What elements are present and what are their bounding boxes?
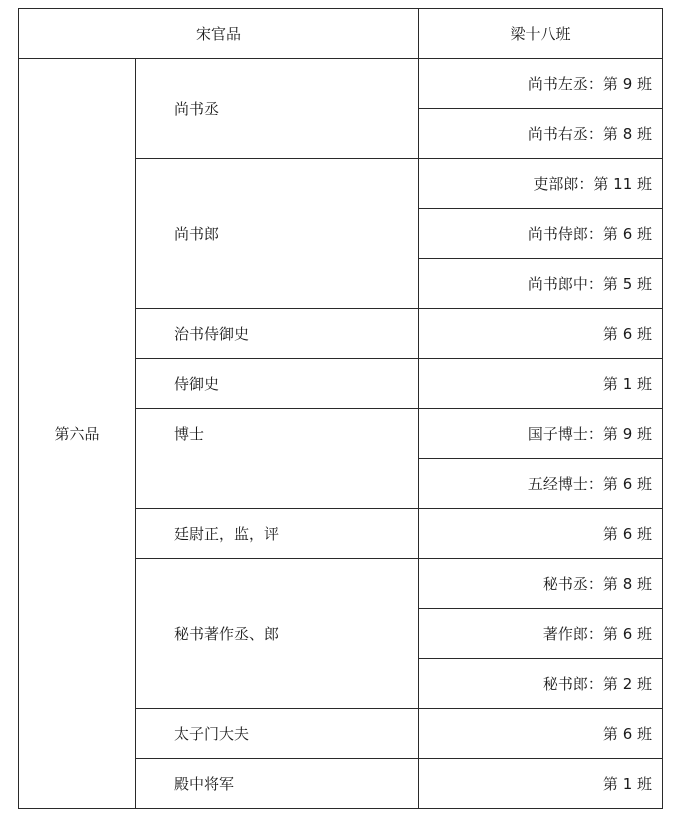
liang-class-cell: 尚书左丞：第 9 班 xyxy=(419,59,663,109)
song-title-cell: 治书侍御史 xyxy=(136,309,419,359)
song-title-cell: 博士 xyxy=(136,409,419,509)
liang-class-cell: 国子博士：第 9 班 xyxy=(419,409,663,459)
liang-class-cell: 秘书郎：第 2 班 xyxy=(419,659,663,709)
liang-class-cell: 第 6 班 xyxy=(419,709,663,759)
liang-class-cell: 尚书侍郎：第 6 班 xyxy=(419,209,663,259)
rank-comparison-table xyxy=(18,8,663,809)
liang-class-cell: 秘书丞：第 8 班 xyxy=(419,559,663,609)
song-title-cell: 尚书郎 xyxy=(136,159,419,309)
liang-class-cell: 第 6 班 xyxy=(419,509,663,559)
liang-class-cell: 吏部郎：第 11 班 xyxy=(419,159,663,209)
header-row xyxy=(19,9,663,59)
header-song-rank: 宋官品 xyxy=(19,9,419,59)
song-title-cell: 廷尉正，监，评 xyxy=(136,509,419,559)
song-title-cell: 尚书丞 xyxy=(136,59,419,159)
song-title-cell: 太子门大夫 xyxy=(136,709,419,759)
header-liang-class: 梁十八班 xyxy=(419,9,663,59)
liang-class-cell: 著作郎：第 6 班 xyxy=(419,609,663,659)
liang-class-cell: 五经博士：第 6 班 xyxy=(419,459,663,509)
liang-class-cell: 第 1 班 xyxy=(419,359,663,409)
liang-class-cell: 尚书右丞：第 8 班 xyxy=(419,109,663,159)
liang-class-cell: 尚书郎中：第 5 班 xyxy=(419,259,663,309)
song-title-cell: 侍御史 xyxy=(136,359,419,409)
liang-class-cell: 第 1 班 xyxy=(419,759,663,809)
song-title-cell: 秘书著作丞、郎 xyxy=(136,559,419,709)
table-row xyxy=(19,59,663,109)
liang-class-cell: 第 6 班 xyxy=(419,309,663,359)
song-title-cell: 殿中将军 xyxy=(136,759,419,809)
rank-cell: 第六品 xyxy=(19,59,136,809)
